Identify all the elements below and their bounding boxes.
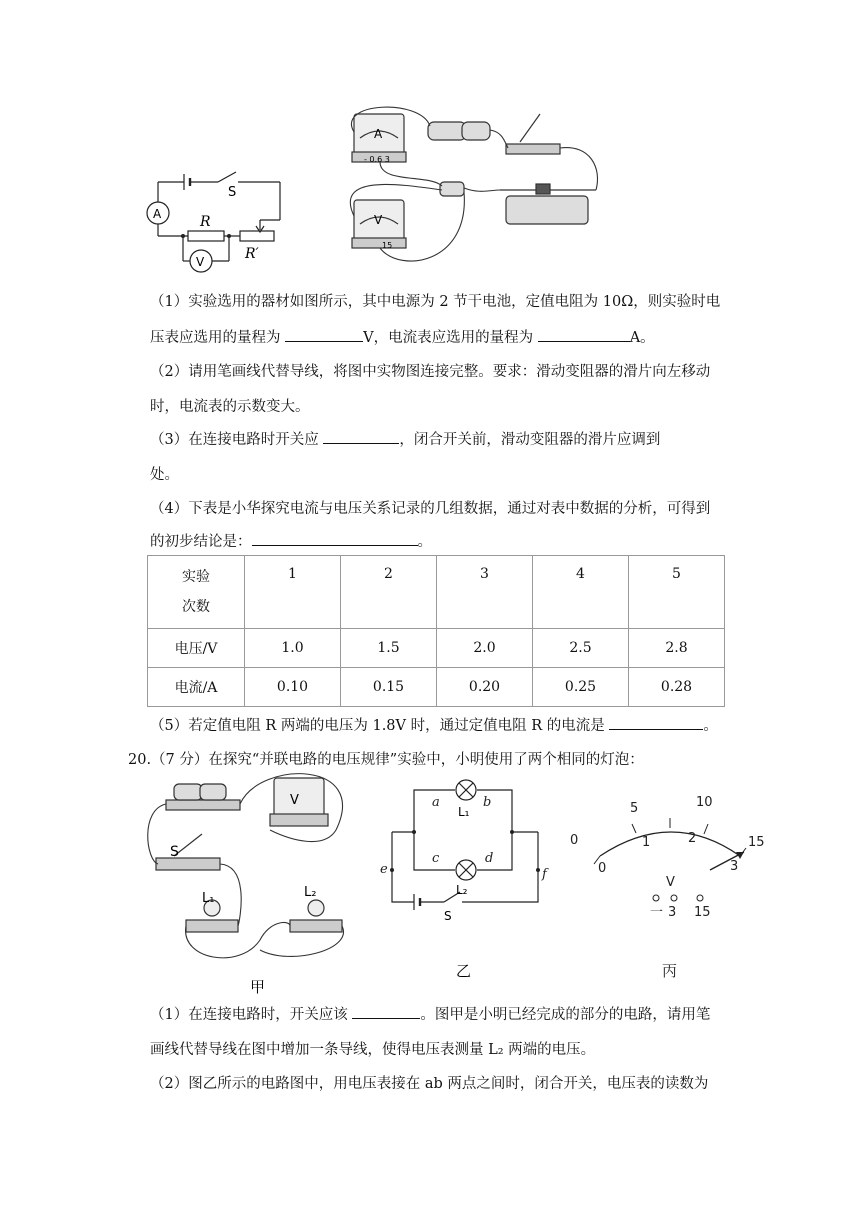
data-table	[147, 555, 725, 707]
svg-text:a: a	[432, 795, 440, 810]
svg-text:V: V	[374, 213, 383, 227]
svg-text:L₂: L₂	[304, 885, 317, 900]
svg-text:一: 一	[650, 905, 664, 920]
figure-jia	[140, 770, 360, 1000]
svg-text:e: e	[380, 862, 388, 877]
svg-text:15: 15	[748, 835, 765, 850]
circuit-schematic-q19	[140, 160, 300, 280]
svg-text:甲: 甲	[250, 978, 266, 996]
q19-part1-line1: （1）实验选用的器材如图所示，其中电源为 2 节干电池，定值电阻为 10Ω，则实验时电	[150, 294, 721, 310]
table-cell: 1.5	[341, 629, 437, 668]
table-row-label: 电流/A	[148, 668, 245, 707]
svg-text:丙: 丙	[662, 962, 678, 980]
q19-part5: （5）若定值电阻 R 两端的电压为 1.8V 时，通过定值电阻 R 的电流是 。	[150, 714, 718, 735]
table-cell: 0.28	[629, 668, 725, 707]
table-cell: 2.8	[629, 629, 725, 668]
q19-part3-line1: （3）在连接电路时开关应 ，闭合开关前，滑动变阻器的滑片应调到	[150, 428, 660, 449]
svg-text:10: 10	[696, 795, 713, 810]
svg-text:0: 0	[570, 833, 579, 848]
table-cell: 1.0	[245, 629, 341, 668]
svg-text:b: b	[483, 795, 492, 810]
table-header-cell: 3	[437, 556, 533, 629]
table-header-cell: 2	[341, 556, 437, 629]
svg-text:5: 5	[630, 801, 639, 816]
svg-text:A: A	[153, 207, 162, 221]
answer-blank	[538, 327, 630, 342]
svg-text:V: V	[290, 793, 299, 808]
table-cell: 2.0	[437, 629, 533, 668]
q20-title: 20.（7 分）在探究“并联电路的电压规律”实验中，小明使用了两个相同的灯泡：	[128, 752, 644, 768]
svg-text:d: d	[485, 851, 494, 866]
svg-text:L₂: L₂	[456, 883, 468, 897]
q19-part1-line2: 压表应选用的量程为 V，电流表应选用的量程为 A。	[150, 326, 655, 347]
table-cell: 0.25	[533, 668, 629, 707]
table-row	[148, 629, 725, 668]
table-cell: 0.20	[437, 668, 533, 707]
svg-text:乙: 乙	[456, 962, 472, 980]
svg-text:f: f	[542, 867, 547, 882]
svg-text:3: 3	[730, 859, 739, 874]
svg-text:A: A	[374, 127, 383, 141]
svg-text:V: V	[666, 875, 675, 890]
svg-text:L₁: L₁	[458, 805, 470, 819]
table-header-cell: 5	[629, 556, 725, 629]
svg-text:L₁: L₁	[202, 891, 215, 906]
svg-text:R′: R′	[245, 246, 259, 262]
svg-text:15: 15	[694, 905, 711, 920]
table-cell: 2.5	[533, 629, 629, 668]
q19-part2-line2: 时，电流表的示数变大。	[150, 399, 310, 415]
svg-text:c: c	[432, 851, 440, 866]
svg-text:R: R	[200, 214, 211, 230]
figure-yi	[370, 770, 570, 985]
table-header-cell: 4	[533, 556, 629, 629]
answer-blank	[323, 429, 399, 444]
table-cell: 0.10	[245, 668, 341, 707]
svg-text:V: V	[196, 255, 205, 269]
q20-part2-line1: （2）图乙所示的电路图中，用电压表接在 ab 两点之间时，闭合开关，电压表的读数为	[150, 1076, 709, 1092]
svg-text:S: S	[170, 844, 179, 860]
svg-text:0: 0	[598, 861, 607, 876]
table-header-label: 实验 次数	[148, 556, 245, 629]
table-row	[148, 668, 725, 707]
answer-blank	[285, 327, 363, 342]
answer-blank	[252, 531, 418, 546]
table-cell: 0.15	[341, 668, 437, 707]
q20-part1-line1: （1）在连接电路时，开关应该 。图甲是小明已经完成的部分的电路，请用笔	[150, 1003, 710, 1024]
answer-blank	[609, 715, 703, 730]
svg-text:- 0.6 3: - 0.6 3	[364, 155, 390, 164]
table-row-label: 电压/V	[148, 629, 245, 668]
svg-text:3: 3	[668, 905, 677, 920]
svg-text:1: 1	[642, 835, 651, 850]
q19-part4-line1: （4）下表是小华探究电流与电压关系记录的几组数据，通过对表中数据的分析，可得到	[150, 501, 711, 517]
q19-part2-line1: （2）请用笔画线代替导线，将图中实物图连接完整。要求：滑动变阻器的滑片向左移动	[150, 364, 711, 380]
voltmeter-dial	[570, 790, 780, 990]
table-header-cell: 1	[245, 556, 341, 629]
svg-text:2: 2	[688, 831, 697, 846]
q19-part4-line2: 的初步结论是： 。	[150, 530, 432, 551]
table-row	[148, 556, 725, 629]
q20-part1-line2: 画线代替导线在图中增加一条导线，使得电压表测量 L₂ 两端的电压。	[150, 1042, 596, 1058]
q19-part3-line2: 处。	[150, 467, 179, 483]
svg-text:S: S	[444, 909, 452, 923]
answer-blank	[352, 1004, 420, 1019]
svg-text:15: 15	[382, 241, 393, 250]
apparatus-photo-q19	[340, 104, 610, 274]
svg-text:S: S	[228, 185, 237, 200]
